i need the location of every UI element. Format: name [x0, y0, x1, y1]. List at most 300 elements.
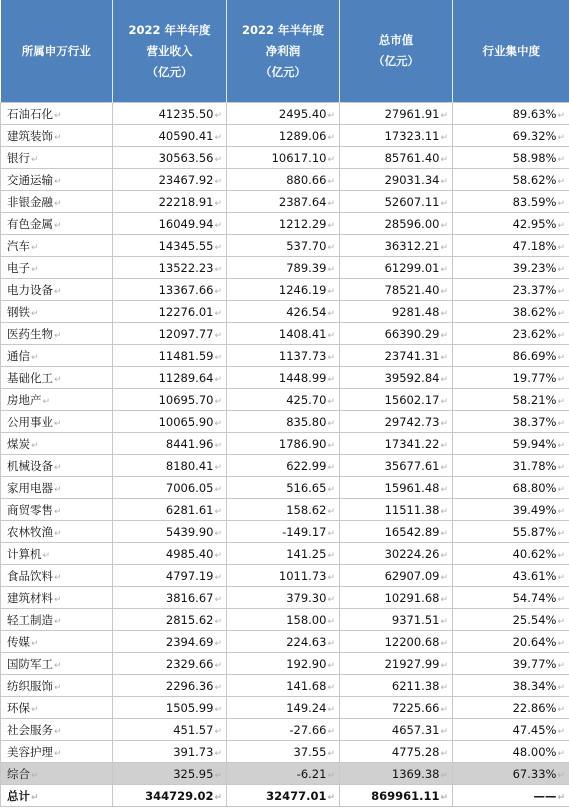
cell-concentration: 40.62%↵ — [453, 543, 569, 565]
return-mark-icon: ↵ — [557, 550, 565, 561]
return-mark-icon: ↵ — [31, 704, 39, 715]
return-mark-icon: ↵ — [214, 110, 222, 121]
return-mark-icon: ↵ — [557, 308, 565, 319]
cell-revenue: 12276.01↵ — [113, 301, 227, 323]
table-row — [1, 433, 569, 455]
return-mark-icon: ↵ — [557, 176, 565, 187]
table-row — [1, 257, 569, 279]
cell-revenue: 2296.36↵ — [113, 675, 227, 697]
cell-concentration: 83.59%↵ — [453, 191, 569, 213]
return-mark-icon: ↵ — [327, 264, 335, 275]
return-mark-icon: ↵ — [214, 616, 222, 627]
table-row — [1, 169, 569, 191]
table-row — [1, 675, 569, 697]
cell-concentration: 42.95%↵ — [453, 213, 569, 235]
return-mark-icon: ↵ — [557, 396, 565, 407]
return-mark-icon: ↵ — [557, 154, 565, 165]
header-line: 净利润 — [265, 43, 301, 58]
table-row — [1, 389, 569, 411]
cell-profit: 1448.99↵ — [227, 367, 340, 389]
return-mark-icon: ↵ — [54, 220, 62, 231]
cell-profit: 224.63↵ — [227, 631, 340, 653]
return-mark-icon: ↵ — [54, 132, 62, 143]
return-mark-icon: ↵ — [214, 352, 222, 363]
return-mark-icon: ↵ — [440, 220, 448, 231]
return-mark-icon: ↵ — [54, 682, 62, 693]
header-profit — [227, 0, 340, 103]
cell-name: 国防军工↵ — [1, 653, 113, 675]
cell-revenue: 6281.61↵ — [113, 499, 227, 521]
return-mark-icon: ↵ — [557, 792, 565, 803]
table-row — [1, 587, 569, 609]
return-mark-icon: ↵ — [327, 396, 335, 407]
return-mark-icon: ↵ — [214, 770, 222, 781]
return-mark-icon: ↵ — [42, 396, 51, 407]
return-mark-icon: ↵ — [214, 748, 222, 759]
return-mark-icon: ↵ — [214, 572, 222, 583]
cell-profit: 880.66↵ — [227, 169, 340, 191]
return-mark-icon: ↵ — [327, 704, 335, 715]
return-mark-icon: ↵ — [557, 198, 565, 209]
return-mark-icon: ↵ — [327, 638, 335, 649]
cell-concentration: 86.69%↵ — [453, 345, 569, 367]
cell-market-cap: 12200.68↵ — [340, 631, 453, 653]
return-mark-icon: ↵ — [327, 352, 335, 363]
return-mark-icon: ↵ — [327, 616, 335, 627]
return-mark-icon: ↵ — [327, 154, 335, 165]
table-row — [1, 103, 569, 125]
return-mark-icon: ↵ — [557, 132, 565, 143]
return-mark-icon: ↵ — [214, 792, 222, 803]
return-mark-icon: ↵ — [31, 770, 39, 781]
cell-concentration: 39.49%↵ — [453, 499, 569, 521]
cell-market-cap: 30224.26↵ — [340, 543, 453, 565]
cell-profit: 537.70↵ — [227, 235, 340, 257]
table-row — [1, 301, 569, 323]
return-mark-icon: ↵ — [440, 418, 448, 429]
return-mark-icon: ↵ — [440, 286, 448, 297]
return-mark-icon: ↵ — [440, 572, 448, 583]
cell-market-cap: 4657.31↵ — [340, 719, 453, 741]
return-mark-icon: ↵ — [327, 220, 335, 231]
cell-profit: 1786.90↵ — [227, 433, 340, 455]
table-row — [1, 499, 569, 521]
cell-market-cap: 27961.91↵ — [340, 103, 453, 125]
return-mark-icon: ↵ — [54, 462, 62, 473]
return-mark-icon: ↵ — [327, 594, 335, 605]
cell-profit: 158.62↵ — [227, 499, 340, 521]
table-row — [1, 565, 569, 587]
header-line: 2022 年半年度 — [128, 22, 211, 37]
return-mark-icon: ↵ — [440, 792, 448, 803]
cell-market-cap: 6211.38↵ — [340, 675, 453, 697]
cell-market-cap: 15602.17↵ — [340, 389, 453, 411]
cell-name: 医药生物↵ — [1, 323, 113, 345]
cell-market-cap: 1369.38↵ — [340, 763, 453, 785]
return-mark-icon: ↵ — [557, 374, 565, 385]
return-mark-icon: ↵ — [214, 462, 222, 473]
return-mark-icon: ↵ — [440, 352, 448, 363]
cell-name: 美容护理↵ — [1, 741, 113, 763]
return-mark-icon: ↵ — [440, 264, 448, 275]
return-mark-icon: ↵ — [440, 616, 448, 627]
return-mark-icon: ↵ — [54, 110, 62, 121]
return-mark-icon: ↵ — [440, 330, 448, 341]
cell-revenue: 8180.41↵ — [113, 455, 227, 477]
cell-market-cap: 7225.66↵ — [340, 697, 453, 719]
return-mark-icon: ↵ — [557, 242, 565, 253]
return-mark-icon: ↵ — [440, 374, 448, 385]
cell-revenue: 12097.77↵ — [113, 323, 227, 345]
cell-profit: 1408.41↵ — [227, 323, 340, 345]
cell-concentration: 39.77%↵ — [453, 653, 569, 675]
return-mark-icon: ↵ — [214, 726, 222, 737]
return-mark-icon: ↵ — [557, 110, 565, 121]
return-mark-icon: ↵ — [557, 506, 565, 517]
cell-market-cap: 10291.68↵ — [340, 587, 453, 609]
cell-concentration: 67.33%↵ — [453, 763, 569, 785]
return-mark-icon: ↵ — [31, 154, 39, 165]
cell-profit: 425.70↵ — [227, 389, 340, 411]
cell-name: 电子↵ — [1, 257, 113, 279]
cell-concentration: 25.54%↵ — [453, 609, 569, 631]
cell-revenue: 14345.55↵ — [113, 235, 227, 257]
cell-market-cap: 17323.11↵ — [340, 125, 453, 147]
return-mark-icon: ↵ — [327, 726, 335, 737]
return-mark-icon: ↵ — [214, 242, 222, 253]
table-row — [1, 455, 569, 477]
cell-concentration: 54.74%↵ — [453, 587, 569, 609]
cell-profit: 141.68↵ — [227, 675, 340, 697]
cell-revenue: 11481.59↵ — [113, 345, 227, 367]
return-mark-icon: ↵ — [42, 550, 51, 561]
return-mark-icon: ↵ — [557, 660, 565, 671]
return-mark-icon: ↵ — [440, 462, 448, 473]
table-row — [1, 367, 569, 389]
cell-revenue: 2394.69↵ — [113, 631, 227, 653]
cell-revenue: 10065.90↵ — [113, 411, 227, 433]
table-header-row — [1, 0, 569, 103]
cell-profit: 1289.06↵ — [227, 125, 340, 147]
cell-name: 总计↵ — [1, 785, 113, 807]
return-mark-icon: ↵ — [327, 308, 335, 319]
header-market-cap — [340, 0, 453, 103]
cell-market-cap: 28596.00↵ — [340, 213, 453, 235]
total-row — [1, 785, 569, 807]
return-mark-icon: ↵ — [327, 132, 335, 143]
return-mark-icon: ↵ — [557, 704, 565, 715]
cell-revenue: 30563.56↵ — [113, 147, 227, 169]
return-mark-icon: ↵ — [557, 748, 565, 759]
cell-profit: 426.54↵ — [227, 301, 340, 323]
return-mark-icon: ↵ — [440, 132, 448, 143]
cell-concentration: 19.77%↵ — [453, 367, 569, 389]
return-mark-icon: ↵ — [327, 660, 335, 671]
cell-market-cap: 39592.84↵ — [340, 367, 453, 389]
cell-market-cap: 17341.22↵ — [340, 433, 453, 455]
cell-profit: 10617.10↵ — [227, 147, 340, 169]
table-row — [1, 147, 569, 169]
cell-name: 有色金属↵ — [1, 213, 113, 235]
return-mark-icon: ↵ — [440, 594, 448, 605]
return-mark-icon: ↵ — [54, 594, 62, 605]
return-mark-icon: ↵ — [327, 176, 335, 187]
return-mark-icon: ↵ — [54, 506, 62, 517]
cell-market-cap: 36312.21↵ — [340, 235, 453, 257]
return-mark-icon: ↵ — [31, 308, 39, 319]
return-mark-icon: ↵ — [31, 352, 39, 363]
table-row — [1, 521, 569, 543]
cell-concentration: 58.21%↵ — [453, 389, 569, 411]
cell-profit: 2495.40↵ — [227, 103, 340, 125]
cell-name: 食品饮料↵ — [1, 565, 113, 587]
cell-name: 房地产↵ — [1, 389, 113, 411]
table-row — [1, 279, 569, 301]
cell-name: 交通运输↵ — [1, 169, 113, 191]
return-mark-icon: ↵ — [557, 484, 565, 495]
return-mark-icon: ↵ — [214, 286, 222, 297]
return-mark-icon: ↵ — [54, 330, 62, 341]
return-mark-icon: ↵ — [214, 132, 222, 143]
cell-profit: 835.80↵ — [227, 411, 340, 433]
cell-revenue: 22218.91↵ — [113, 191, 227, 213]
cell-profit: 1011.73↵ — [227, 565, 340, 587]
cell-revenue: 8441.96↵ — [113, 433, 227, 455]
return-mark-icon: ↵ — [31, 638, 39, 649]
return-mark-icon: ↵ — [31, 792, 39, 803]
return-mark-icon: ↵ — [327, 792, 335, 803]
cell-revenue: 1505.99↵ — [113, 697, 227, 719]
return-mark-icon: ↵ — [214, 264, 222, 275]
return-mark-icon: ↵ — [54, 286, 62, 297]
cell-market-cap: 29742.73↵ — [340, 411, 453, 433]
cell-name: 非银金融↵ — [1, 191, 113, 213]
return-mark-icon: ↵ — [327, 506, 335, 517]
cell-revenue: 3816.67↵ — [113, 587, 227, 609]
return-mark-icon: ↵ — [557, 572, 565, 583]
cell-market-cap: 52607.11↵ — [340, 191, 453, 213]
cell-name: 农林牧渔↵ — [1, 521, 113, 543]
header-line: （亿元） — [146, 64, 193, 79]
cell-profit: -6.21↵ — [227, 763, 340, 785]
cell-name: 通信↵ — [1, 345, 113, 367]
cell-name: 汽车↵ — [1, 235, 113, 257]
cell-name: 建筑材料↵ — [1, 587, 113, 609]
return-mark-icon: ↵ — [440, 110, 448, 121]
cell-concentration: 31.78%↵ — [453, 455, 569, 477]
table-row — [1, 213, 569, 235]
header-line: 营业收入 — [146, 43, 193, 58]
cell-revenue: 13367.66↵ — [113, 279, 227, 301]
cell-name: 公用事业↵ — [1, 411, 113, 433]
return-mark-icon: ↵ — [54, 176, 62, 187]
header-line: （亿元） — [260, 64, 306, 79]
cell-profit: 622.99↵ — [227, 455, 340, 477]
header-line: 总市值 — [378, 33, 414, 47]
header-concentration — [453, 0, 569, 103]
cell-profit: 192.90↵ — [227, 653, 340, 675]
cell-concentration: 58.98%↵ — [453, 147, 569, 169]
table-row — [1, 653, 569, 675]
header-industry — [1, 0, 113, 103]
table-row — [1, 345, 569, 367]
cell-revenue: 4797.19↵ — [113, 565, 227, 587]
return-mark-icon: ↵ — [327, 418, 335, 429]
return-mark-icon: ↵ — [327, 374, 335, 385]
table-row — [1, 235, 569, 257]
return-mark-icon: ↵ — [440, 550, 448, 561]
cell-concentration: 38.34%↵ — [453, 675, 569, 697]
return-mark-icon: ↵ — [440, 748, 448, 759]
return-mark-icon: ↵ — [31, 440, 39, 451]
cell-concentration: 47.45%↵ — [453, 719, 569, 741]
return-mark-icon: ↵ — [327, 484, 335, 495]
cell-name: 石油石化↵ — [1, 103, 113, 125]
cell-revenue: 4985.40↵ — [113, 543, 227, 565]
return-mark-icon: ↵ — [214, 682, 222, 693]
return-mark-icon: ↵ — [214, 308, 222, 319]
return-mark-icon: ↵ — [327, 462, 335, 473]
return-mark-icon: ↵ — [214, 418, 222, 429]
cell-concentration: 47.18%↵ — [453, 235, 569, 257]
header-line: （亿元） — [373, 54, 419, 68]
return-mark-icon: ↵ — [54, 484, 62, 495]
return-mark-icon: ↵ — [54, 198, 62, 209]
return-mark-icon: ↵ — [557, 440, 565, 451]
cell-profit: 158.00↵ — [227, 609, 340, 631]
cell-market-cap: 9371.51↵ — [340, 609, 453, 631]
cell-name: 纺织服饰↵ — [1, 675, 113, 697]
cell-market-cap: 21927.99↵ — [340, 653, 453, 675]
cell-concentration: 43.61%↵ — [453, 565, 569, 587]
cell-market-cap: 35677.61↵ — [340, 455, 453, 477]
return-mark-icon: ↵ — [214, 638, 222, 649]
cell-revenue: 2329.66↵ — [113, 653, 227, 675]
cell-revenue: 13522.23↵ — [113, 257, 227, 279]
cell-profit: 32477.01↵ — [227, 785, 340, 807]
cell-name: 传媒↵ — [1, 631, 113, 653]
cell-market-cap: 15961.48↵ — [340, 477, 453, 499]
cell-revenue: 41235.50↵ — [113, 103, 227, 125]
return-mark-icon: ↵ — [214, 440, 222, 451]
return-mark-icon: ↵ — [440, 176, 448, 187]
cell-profit: 1212.29↵ — [227, 213, 340, 235]
return-mark-icon: ↵ — [440, 308, 448, 319]
table-row — [1, 191, 569, 213]
return-mark-icon: ↵ — [440, 506, 448, 517]
cell-market-cap: 9281.48↵ — [340, 301, 453, 323]
cell-concentration: 69.32%↵ — [453, 125, 569, 147]
return-mark-icon: ↵ — [440, 726, 448, 737]
cell-profit: 2387.64↵ — [227, 191, 340, 213]
cell-name: 计算机↵ — [1, 543, 113, 565]
table-row — [1, 477, 569, 499]
cell-revenue: 16049.94↵ — [113, 213, 227, 235]
table-row — [1, 741, 569, 763]
cell-market-cap: 23741.31↵ — [340, 345, 453, 367]
return-mark-icon: ↵ — [327, 330, 335, 341]
return-mark-icon: ↵ — [557, 286, 565, 297]
header-line: 所属申万行业 — [21, 43, 91, 58]
return-mark-icon: ↵ — [54, 572, 62, 583]
return-mark-icon: ↵ — [31, 264, 39, 275]
return-mark-icon: ↵ — [214, 198, 222, 209]
cell-name: 机械设备↵ — [1, 455, 113, 477]
return-mark-icon: ↵ — [440, 704, 448, 715]
return-mark-icon: ↵ — [557, 462, 565, 473]
cell-name: 煤炭↵ — [1, 433, 113, 455]
cell-name: 钢铁↵ — [1, 301, 113, 323]
return-mark-icon: ↵ — [54, 374, 62, 385]
return-mark-icon: ↵ — [327, 528, 335, 539]
return-mark-icon: ↵ — [440, 638, 448, 649]
cell-name: 商贸零售↵ — [1, 499, 113, 521]
table-body — [1, 103, 569, 807]
return-mark-icon: ↵ — [54, 748, 62, 759]
return-mark-icon: ↵ — [214, 528, 222, 539]
table-row — [1, 697, 569, 719]
return-mark-icon: ↵ — [327, 110, 335, 121]
table-row — [1, 543, 569, 565]
table-row — [1, 719, 569, 741]
cell-name: 轻工制造↵ — [1, 609, 113, 631]
cell-revenue: 451.57↵ — [113, 719, 227, 741]
cell-concentration: 38.62%↵ — [453, 301, 569, 323]
return-mark-icon: ↵ — [557, 330, 565, 341]
return-mark-icon: ↵ — [214, 594, 222, 605]
cell-concentration: 55.87%↵ — [453, 521, 569, 543]
cell-market-cap: 869961.11↵ — [340, 785, 453, 807]
return-mark-icon: ↵ — [214, 220, 222, 231]
cell-concentration: 48.00%↵ — [453, 741, 569, 763]
return-mark-icon: ↵ — [214, 330, 222, 341]
cell-name: 综合↵ — [1, 763, 113, 785]
cell-revenue: 5439.90↵ — [113, 521, 227, 543]
cell-name: 家用电器↵ — [1, 477, 113, 499]
cell-revenue: 2815.62↵ — [113, 609, 227, 631]
return-mark-icon: ↵ — [440, 770, 448, 781]
header-line: 行业集中度 — [482, 43, 540, 58]
cell-market-cap: 11511.38↵ — [340, 499, 453, 521]
return-mark-icon: ↵ — [214, 396, 222, 407]
cell-concentration: 23.62%↵ — [453, 323, 569, 345]
return-mark-icon: ↵ — [440, 440, 448, 451]
return-mark-icon: ↵ — [31, 242, 39, 253]
return-mark-icon: ↵ — [557, 726, 565, 737]
cell-concentration: 22.86%↵ — [453, 697, 569, 719]
cell-concentration: 20.64%↵ — [453, 631, 569, 653]
return-mark-icon: ↵ — [557, 528, 565, 539]
cell-profit: 516.65↵ — [227, 477, 340, 499]
return-mark-icon: ↵ — [557, 682, 565, 693]
return-mark-icon: ↵ — [327, 550, 335, 561]
return-mark-icon: ↵ — [54, 418, 62, 429]
return-mark-icon: ↵ — [327, 242, 335, 253]
cell-revenue: 344729.02↵ — [113, 785, 227, 807]
return-mark-icon: ↵ — [440, 484, 448, 495]
cell-name: 银行↵ — [1, 147, 113, 169]
header-revenue — [113, 0, 227, 103]
return-mark-icon: ↵ — [214, 550, 222, 561]
return-mark-icon: ↵ — [557, 616, 565, 627]
return-mark-icon: ↵ — [557, 418, 565, 429]
cell-revenue: 10695.70↵ — [113, 389, 227, 411]
cell-market-cap: 85761.40↵ — [340, 147, 453, 169]
header-line: 2022 年半年度 — [241, 22, 324, 37]
return-mark-icon: ↵ — [214, 484, 222, 495]
cell-concentration: 89.63%↵ — [453, 103, 569, 125]
return-mark-icon: ↵ — [327, 440, 335, 451]
